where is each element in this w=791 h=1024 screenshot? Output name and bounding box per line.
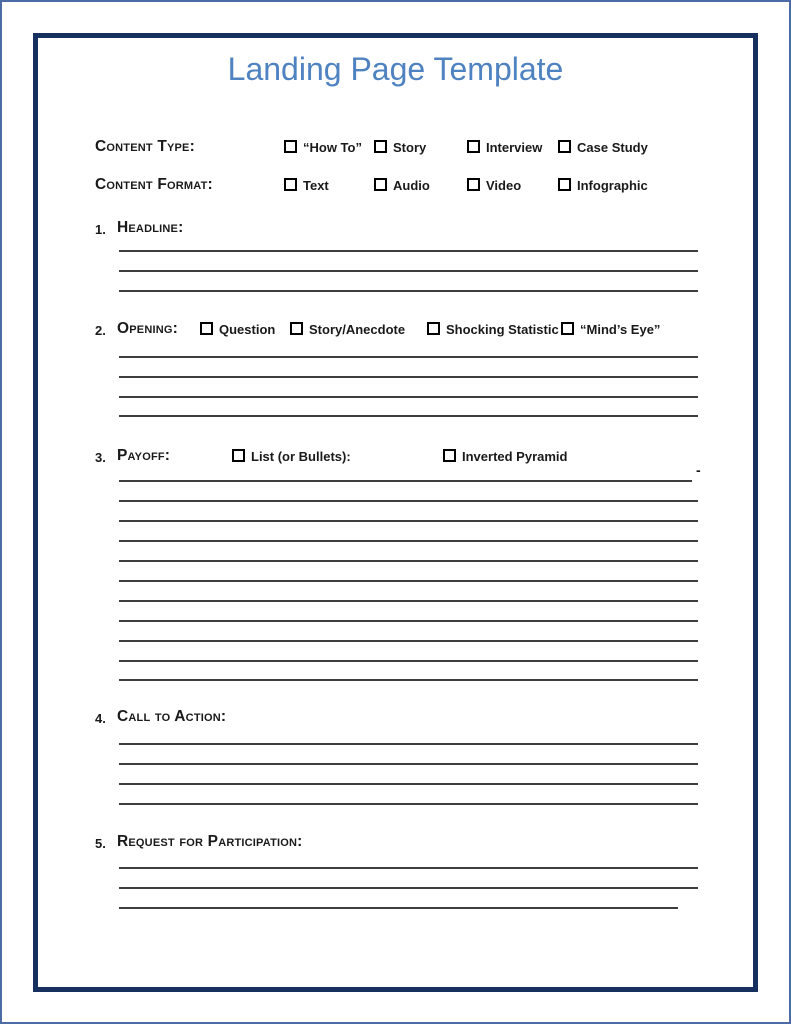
option-label: Audio <box>393 178 430 193</box>
option-how-to[interactable] <box>284 140 362 155</box>
option-label: Infographic <box>577 178 648 193</box>
content-format-label: Content Format: <box>95 176 213 193</box>
section-opening-label: Opening: <box>117 320 178 337</box>
checkbox-icon[interactable] <box>284 178 297 191</box>
writing-line <box>119 660 698 662</box>
writing-line <box>119 480 692 482</box>
option-list-or-bullets[interactable] <box>232 449 351 464</box>
option-label: Inverted Pyramid <box>462 449 568 464</box>
option-label: “How To” <box>303 140 362 155</box>
checkbox-icon[interactable] <box>467 140 480 153</box>
checkbox-icon[interactable] <box>374 140 387 153</box>
option-text[interactable] <box>284 178 329 193</box>
option-infographic[interactable] <box>558 178 648 193</box>
writing-line <box>119 640 698 642</box>
writing-line <box>119 803 698 805</box>
writing-line <box>119 887 698 889</box>
checkbox-icon[interactable] <box>443 449 456 462</box>
page-title: Landing Page Template <box>227 51 564 87</box>
checkbox-icon[interactable] <box>232 449 245 462</box>
writing-line <box>119 580 698 582</box>
writing-line <box>119 356 698 358</box>
option-audio[interactable] <box>374 178 430 193</box>
option-label: “Mind’s Eye” <box>580 322 661 337</box>
section-number: 2. <box>95 323 106 338</box>
writing-line <box>119 290 698 292</box>
checkbox-icon[interactable] <box>284 140 297 153</box>
checkbox-icon[interactable] <box>467 178 480 191</box>
section-payoff-label: Payoff: <box>117 447 171 464</box>
option-label: Shocking Statistic <box>446 322 559 337</box>
checkbox-icon[interactable] <box>561 322 574 335</box>
checkbox-icon[interactable] <box>558 140 571 153</box>
option-minds-eye[interactable] <box>561 322 660 337</box>
section-payoff-header <box>0 447 791 467</box>
writing-line <box>119 743 698 745</box>
section-number: 1. <box>95 222 106 237</box>
option-label: Story/Anecdote <box>309 322 406 337</box>
stray-dash-mark: - <box>696 462 701 478</box>
content-type-label: Content Type: <box>95 138 195 155</box>
section-call-to-action-header <box>0 708 791 728</box>
option-label: Case Study <box>577 140 648 155</box>
option-inverted-pyramid[interactable] <box>443 449 568 464</box>
option-label: Video <box>486 178 522 193</box>
writing-line <box>119 763 698 765</box>
option-case-study[interactable] <box>558 140 648 155</box>
writing-line <box>119 600 698 602</box>
checkbox-icon[interactable] <box>427 322 440 335</box>
writing-line <box>119 396 698 398</box>
writing-line <box>119 620 698 622</box>
option-label: Question <box>219 322 276 337</box>
section-number: 5. <box>95 836 106 851</box>
writing-line <box>119 500 698 502</box>
writing-line <box>119 907 678 909</box>
section-number: 3. <box>95 450 106 465</box>
option-story-anecdote[interactable] <box>290 322 405 337</box>
writing-line <box>119 560 698 562</box>
section-headline-header <box>0 219 791 239</box>
section-number: 4. <box>95 711 106 726</box>
checkbox-icon[interactable] <box>200 322 213 335</box>
checkbox-icon[interactable] <box>290 322 303 335</box>
checkbox-icon[interactable] <box>374 178 387 191</box>
option-label: List (or Bullets): <box>251 449 351 464</box>
option-story[interactable] <box>374 140 426 155</box>
option-shocking-statistic[interactable] <box>427 322 559 337</box>
writing-line <box>119 540 698 542</box>
section-call-to-action-label: Call to Action: <box>117 708 227 725</box>
section-request-participation-header <box>0 833 791 853</box>
writing-line <box>119 783 698 785</box>
content-format-row <box>0 176 791 196</box>
writing-line <box>119 415 698 417</box>
option-label: Text <box>303 178 329 193</box>
writing-line <box>119 250 698 252</box>
option-interview[interactable] <box>467 140 542 155</box>
content-type-row <box>0 138 791 158</box>
option-label: Story <box>393 140 427 155</box>
writing-line <box>119 520 698 522</box>
option-label: Interview <box>486 140 543 155</box>
option-video[interactable] <box>467 178 521 193</box>
writing-line <box>119 679 698 681</box>
checkbox-icon[interactable] <box>558 178 571 191</box>
section-opening-header <box>0 320 791 340</box>
section-request-participation-label: Request for Participation: <box>117 833 303 850</box>
writing-line <box>119 376 698 378</box>
writing-line <box>119 270 698 272</box>
option-question[interactable] <box>200 322 275 337</box>
writing-line <box>119 867 698 869</box>
section-headline-label: Headline: <box>117 219 184 236</box>
